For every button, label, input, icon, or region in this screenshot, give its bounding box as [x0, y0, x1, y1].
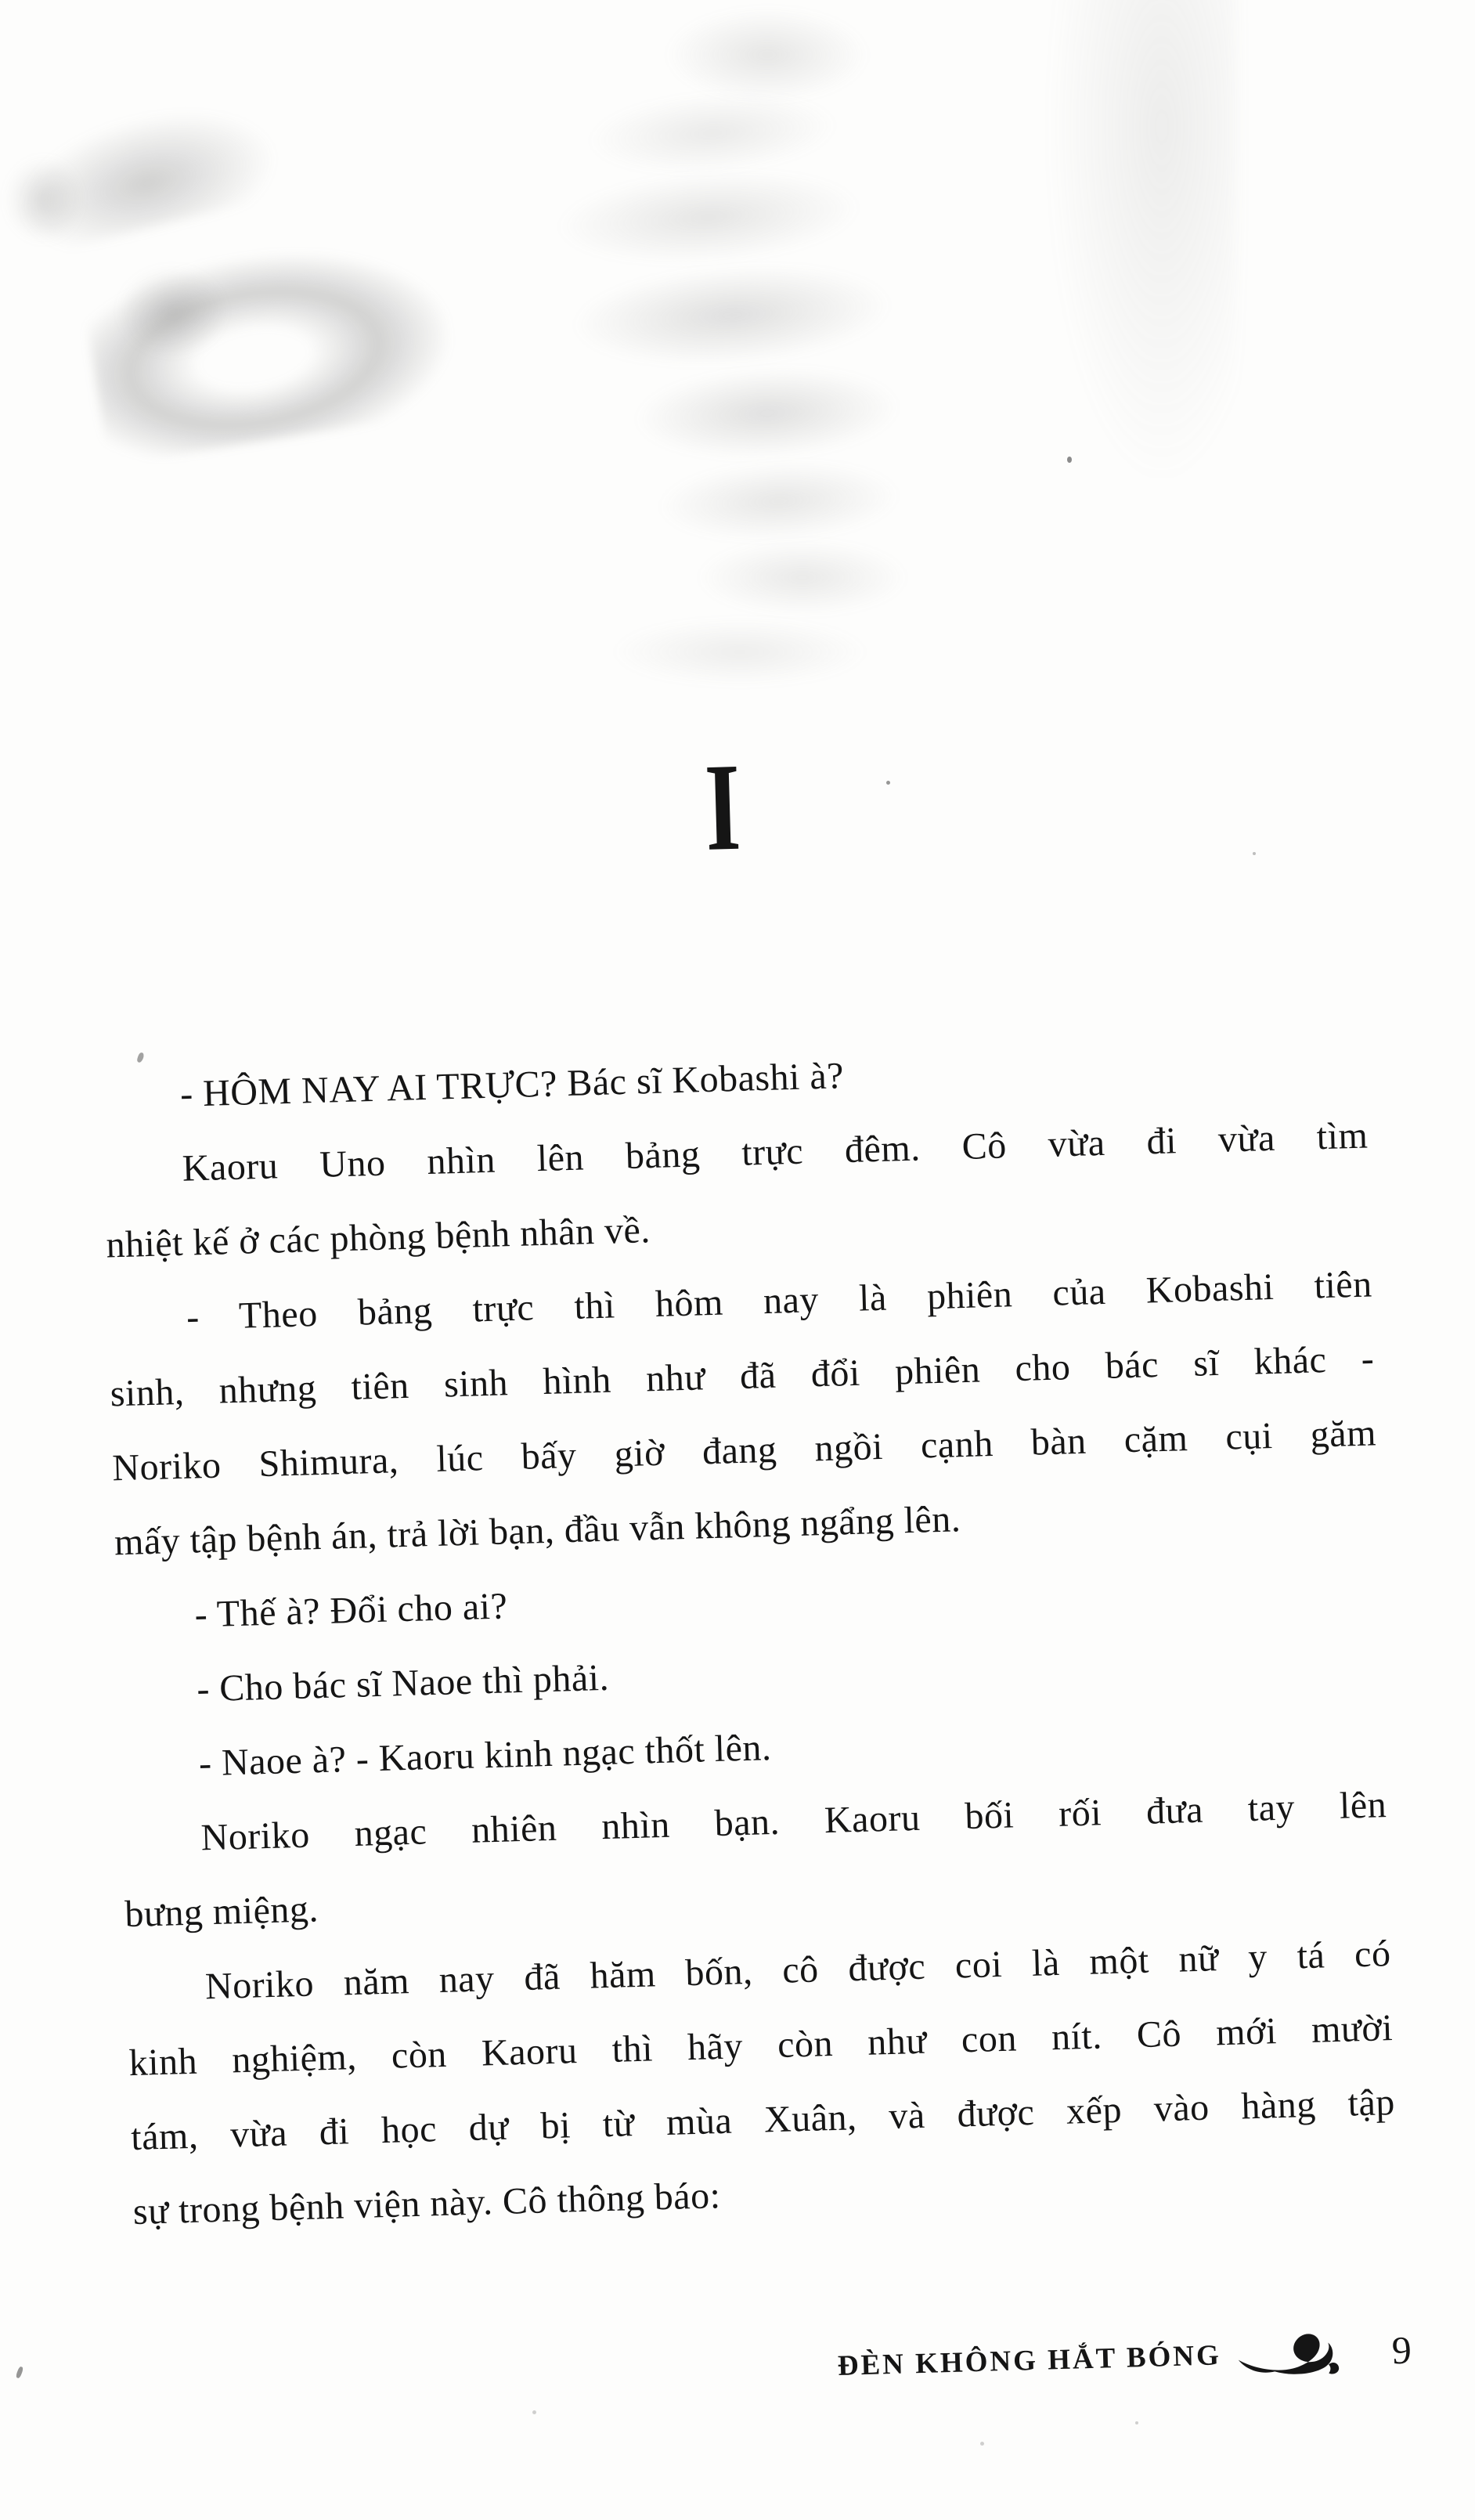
- text-line: kinh nghiệm, còn Kaoru thì hãy còn như con nít. Cô mới mười: [128, 2007, 1394, 2085]
- text-line: nhiệt kế ở các phòng bệnh nhân về.: [105, 1209, 651, 1266]
- text-line: Noriko năm nay đã hăm bốn, cô được coi là một nữ y tá có: [204, 1933, 1392, 2008]
- text-line: bưng miệng.: [124, 1888, 319, 1936]
- page-footer: [837, 2322, 1412, 2394]
- text-line: - Naoe à? - Kaoru kinh ngạc thốt lên.: [198, 1727, 773, 1785]
- ink-speck: [16, 2366, 24, 2378]
- chapter-numeral: I: [703, 736, 743, 877]
- text-line: - Cho bác sĩ Naoe thì phải.: [196, 1656, 610, 1710]
- text-line: sinh, nhưng tiên sinh hình như đã đổi phiên cho bác sĩ khác -: [110, 1338, 1375, 1415]
- text-line: - Thế à? Đổi cho ai?: [194, 1585, 508, 1636]
- text-line: - Theo bảng trực thì hôm nay là phiên của Kobashi tiên: [186, 1263, 1373, 1338]
- text-line: tám, vừa đi học dự bị từ mùa Xuân, và được xếp vào hàng tập: [130, 2081, 1396, 2159]
- page-number: 9: [1390, 2327, 1412, 2373]
- text-line: - HÔM NAY AI TRỰC? Bác sĩ Kobashi à?: [179, 1055, 845, 1115]
- text-line: mấy tập bệnh án, trả lời bạn, đầu vẫn không ngẩng lên.: [114, 1498, 961, 1564]
- text-line: sự trong bệnh viện này. Cô thông báo:: [132, 2175, 722, 2233]
- text-line: Kaoru Uno nhìn lên bảng trực đêm. Cô vừa đi vừa tìm: [182, 1114, 1369, 1190]
- book-title: ĐÈN KHÔNG HẮT BÓNG: [837, 2338, 1222, 2382]
- body-text: [101, 1024, 1398, 2250]
- wave-ornament-icon: [1236, 2329, 1341, 2377]
- text-line: Noriko Shimura, lúc bấy giờ đang ngồi cạnh bàn cặm cụi găm: [111, 1412, 1377, 1489]
- text-line: Noriko ngạc nhiên nhìn bạn. Kaoru bối rối đưa tay lên: [200, 1784, 1387, 1859]
